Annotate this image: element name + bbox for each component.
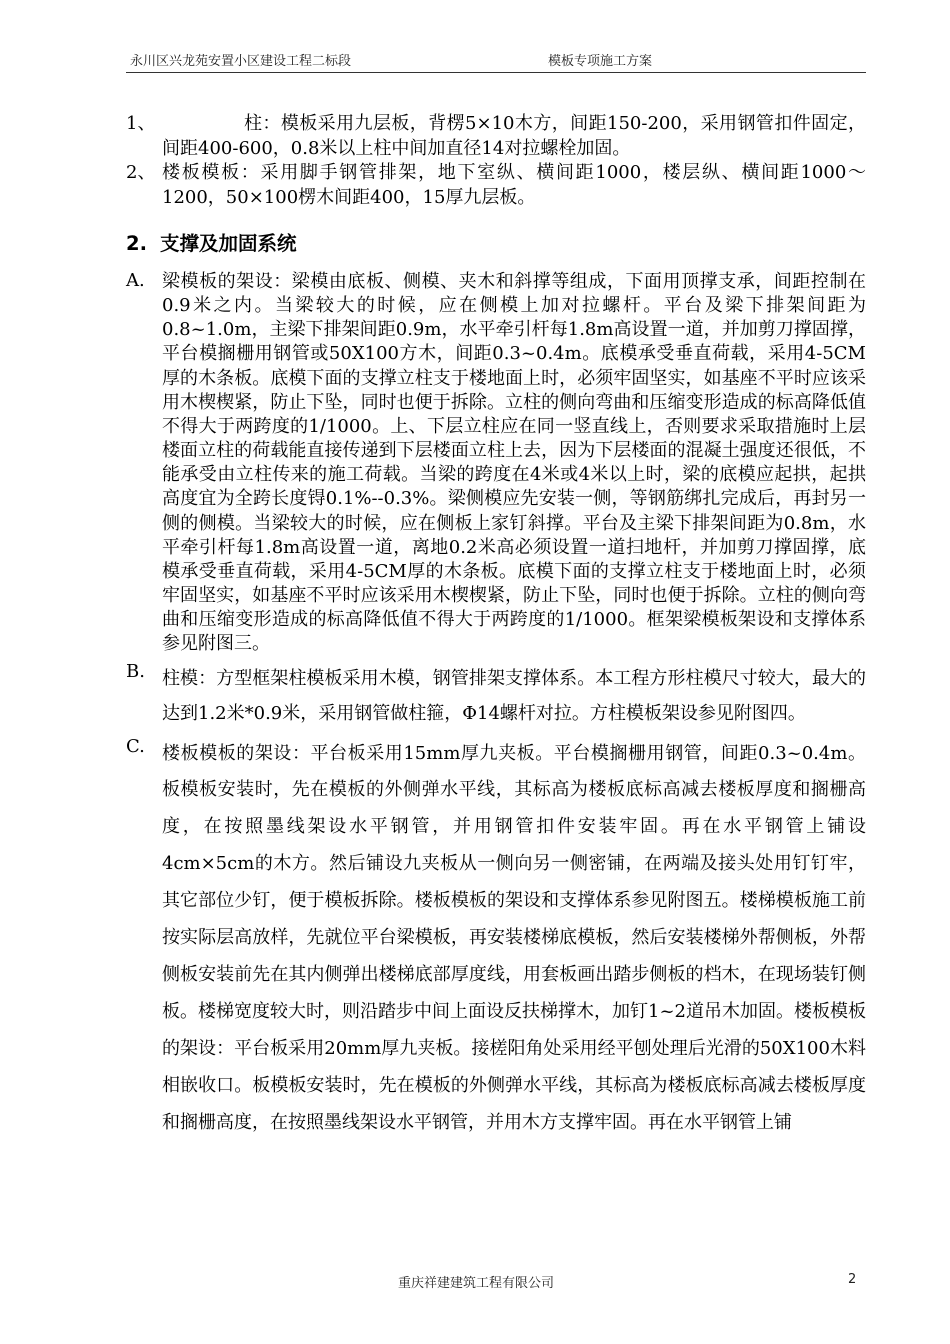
page-number: 2 — [848, 1272, 857, 1287]
section-number: 2. — [126, 232, 147, 255]
header-document-title: 模板专项施工方案 — [548, 54, 653, 69]
header-project-name: 永川区兴龙苑安置小区建设工程二标段 — [130, 54, 352, 69]
section-title: 支撑及加固系统 — [160, 232, 297, 255]
paragraph-label: B. — [126, 660, 145, 682]
document-body — [126, 112, 866, 1141]
footer-company: 重庆祥建建筑工程有限公司 — [398, 1276, 555, 1291]
paragraph-text: 柱模：方型框架柱模板采用木模，钢管排架支撑体系。本工程方形柱模尺寸较大，最大的达到1.2米*0.9米，采用钢管做柱箍，Φ14螺杆对拉。方柱模板架设参见附图四。 — [162, 667, 866, 724]
paragraph-c — [126, 736, 866, 1142]
list-item-number: 2、 — [126, 162, 156, 183]
list-item-text: 柱：模板采用九层板，背楞5×10木方，间距150-200，采用钢管扣件固定，间距400-600，0.8米以上柱中间加直径14对拉螺栓加固。 — [162, 113, 866, 159]
list-item-2 — [126, 161, 866, 210]
paragraph-b — [126, 661, 866, 732]
paragraph-a — [126, 270, 866, 657]
paragraph-label: A. — [126, 270, 145, 291]
list-item-text: 楼板模板：采用脚手钢管排架，地下室纵、横间距1000，楼层纵、横间距1000～1200，50×100楞木间距400，15厚九层板。 — [162, 162, 866, 208]
header-divider — [126, 72, 866, 73]
paragraph-label: C. — [126, 735, 145, 757]
section-heading — [126, 230, 866, 258]
paragraph-text: 楼板模板的架设：平台板采用15mm厚九夹板。平台模搁栅用钢管，间距0.3~0.4m。板模板安装时，先在模板的外侧弹水平线，其标高为楼板底标高减去楼板厚度和搁栅高度，在按照墨线架设水平钢管，并用钢管扣件安装牢固。再在水平钢管上铺设4cm×5cm的木方。然后铺设九夹板从一侧向另一侧密铺，在两端及接头处用钉钉牢，其它部位少钉，便于模板拆除。楼板模板的架设和支撑体系参见附图五。楼梯模板施工前按实际层高放样，先就位平台梁模板，再安装楼梯底模板，然后安装楼梯外帮侧板，外帮侧板安装前先在其内侧弹出楼梯底部厚度线，用套板画出踏步侧板的档木，在现场装钉侧板。楼梯宽度较大时，则沿踏步中间上面设反扶梯撑木，加钉1~2道吊木加固。楼板模板的架设：平台板采用20mm厚九夹板。接槎阳角处采用经平刨处理后光滑的50X100木料相嵌收口。板模板安装时，先在模板的外侧弹水平线，其标高为楼板底标高减去楼板厚度和搁栅高度，在按照墨线架设水平钢管，并用木方支撑牢固。再在水平钢管上铺 — [162, 742, 866, 1133]
list-item-1 — [126, 112, 866, 161]
paragraph-text: 梁模板的架设：梁模由底板、侧模、夹木和斜撑等组成，下面用顶撑支承，间距控制在0.9米之内。当梁较大的时候，应在侧模上加对拉螺杆。平台及梁下排架间距为0.8~1.0m，主梁下排架间距0.9m，水平牵引杆每1.8m高设置一道，并加剪刀撑固撑，平台模搁栅用钢管或50X100方木，间距0.3~0.4m。底模承受垂直荷载，采用4-5CM厚的木条板。底模下面的支撑立柱支于楼地面上时，必须牢固坚实，如基座不平时应该采用木楔楔紧，防止下坠，同时也便于拆除。立柱的侧向弯曲和压缩变形造成的标高降低值不得大于两跨度的1/1000。上、下层立柱应在同一竖直线上，否则要求采取措施时上层楼面立柱的荷载能直接传递到下层楼面立柱上去，因为下层楼面的混凝土强度还很低，不能承受由立柱传来的施工荷载。当梁的跨度在4米或4米以上时，梁的底模应起拱，起拱高度宜为全跨长度锝0.1%--0.3%。梁侧模应先安装一侧，等钢筋绑扎完成后，再封另一侧的侧模。当梁较大的时候，应在侧板上家钉斜撑。平台及主梁下排架间距为0.8m，水平牵引杆每1.8m高设置一道，离地0.2米高必须设置一道扫地杆，并加剪刀撑固撑，底模承受垂直荷载，采用4-5CM厚的木条板。底模下面的支撑立柱支于楼地面上时，必须牢固坚实，如基座不平时应该采用木楔楔紧，防止下坠，同时也便于拆除。立柱的侧向弯曲和压缩变形造成的标高降低值不得大于两跨度的1/1000。框架梁模板架设和支撑体系参见附图三。 — [162, 271, 866, 655]
list-item-number: 1、 — [126, 113, 156, 134]
